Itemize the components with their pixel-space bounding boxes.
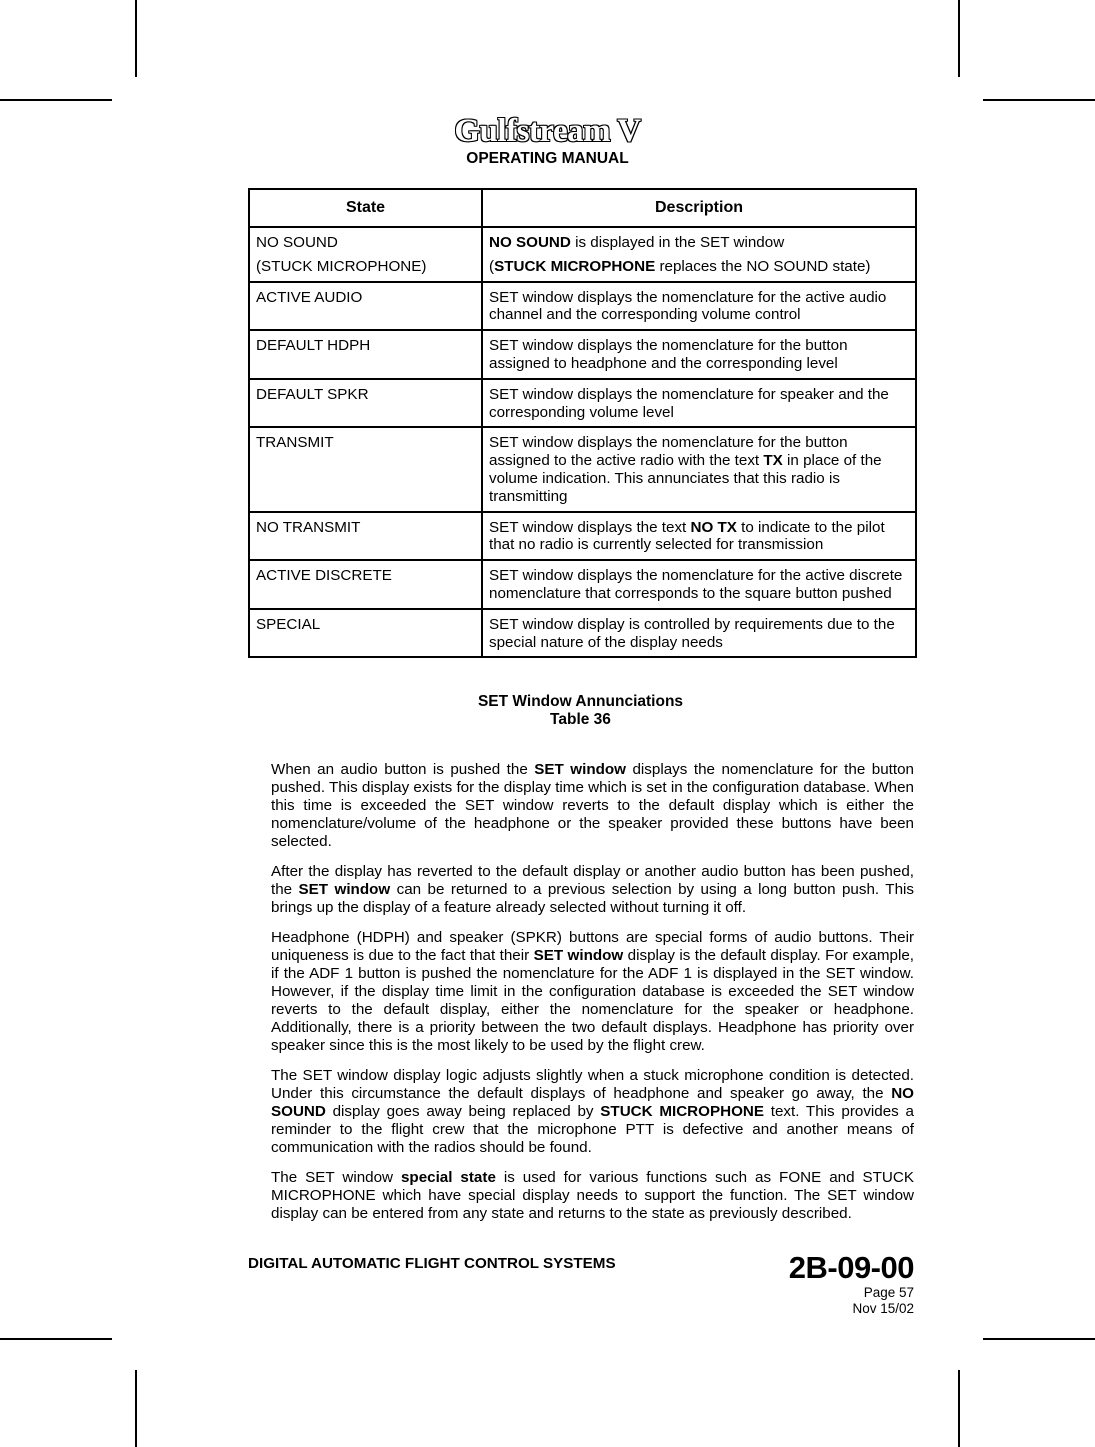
description-cell: SET window display is controlled by requirements due to the special nature of the display needs (482, 609, 916, 658)
table-row (249, 379, 916, 428)
bold-term: SET window (533, 947, 624, 964)
page-header (0, 112, 1095, 168)
crop-mark (0, 1338, 112, 1340)
caption-table-number: Table 36 (550, 711, 611, 728)
table-header-row (249, 189, 916, 227)
caption-title: SET Window Annunciations (477, 693, 684, 710)
state-cell: NO TRANSMIT (249, 512, 482, 561)
description-cell (482, 227, 916, 282)
document-number: 2B-09-00 (788, 1250, 914, 1285)
bold-term: STUCK MICROPHONE (600, 1103, 764, 1120)
description-cell: SET window displays the nomenclature for the button assigned to the active radio with the text TX in place of the volume indication. This annunciates that this radio is transmitting (482, 427, 916, 511)
column-header-description: Description (482, 189, 916, 227)
crop-mark (135, 1370, 137, 1447)
body-text (271, 761, 914, 1235)
state-cell: TRANSMIT (249, 427, 482, 511)
state-cell: DEFAULT SPKR (249, 379, 482, 428)
table-row (249, 282, 916, 331)
crop-mark (983, 1338, 1095, 1340)
crop-mark (983, 99, 1095, 101)
description-cell: SET window displays the nomenclature for speaker and the corresponding volume level (482, 379, 916, 428)
bold-term: NO SOUND (489, 234, 571, 251)
table-row (249, 227, 916, 282)
annunciations-table (248, 188, 917, 658)
paragraph: When an audio button is pushed the SET window displays the nomenclature for the button pushed. This display exists for the display time which is set in the configuration database. When this time is exceeded the SET window reverts to the default display which is either the nomenclature/volume of the headphone or the speaker provided these buttons have been selected. (271, 761, 914, 850)
column-header-state: State (249, 189, 482, 227)
bold-term: NO SOUND (271, 1085, 914, 1120)
description-cell: SET window displays the nomenclature for the button assigned to headphone and the corresponding level (482, 330, 916, 379)
description-cell: SET window displays the nomenclature for the active discrete nomenclature that corresponds to the square button pushed (482, 560, 916, 609)
footer-section-title: DIGITAL AUTOMATIC FLIGHT CONTROL SYSTEMS (248, 1255, 616, 1272)
bold-term: TX (763, 452, 783, 470)
footer-page-info (789, 1251, 914, 1317)
state-label: (STUCK MICROPHONE) (256, 257, 427, 275)
table-row (249, 609, 916, 658)
state-cell: SPECIAL (249, 609, 482, 658)
state-label: NO SOUND (256, 234, 338, 251)
description-cell: SET window displays the text NO TX to indicate to the pilot that no radio is currently selected for transmission (482, 512, 916, 561)
paragraph: Headphone (HDPH) and speaker (SPKR) buttons are special forms of audio buttons. Their uniqueness is due to the fact that their SET window display is the default display. For example, if the ADF 1 button is pushed the nomenclature for the ADF 1 is displayed in the SET window. However, if the display time limit in the configuration database is exceeded the SET window reverts to the default display, either the nomenclature for the speaker or headphone. Additionally, there is a priority between the two default displays. Headphone has priority over speaker since this is the most likely to be used by the flight crew. (271, 929, 914, 1054)
bold-term: SET window (298, 881, 391, 898)
state-cell (249, 227, 482, 282)
paragraph: After the display has reverted to the default display or another audio button has been pushed, the SET window can be returned to a previous selection by using a long button push. This brings up the display of a feature already selected without turning it off. (271, 863, 914, 916)
table-row (249, 560, 916, 609)
bold-term: special state (400, 1169, 496, 1186)
crop-mark (958, 0, 960, 77)
bold-term: SET window (534, 761, 626, 778)
table-caption (0, 693, 1095, 729)
crop-mark (135, 0, 137, 77)
crop-mark (0, 99, 112, 101)
crop-mark (958, 1370, 960, 1447)
state-cell: DEFAULT HDPH (249, 330, 482, 379)
brand-logo: Gulfstream V (454, 113, 641, 149)
description-cell: SET window displays the nomenclature for the active audio channel and the corresponding volume control (482, 282, 916, 331)
paragraph: The SET window special state is used for various functions such as FONE and STUCK MICROPHONE which have special display needs to support the function. The SET window display can be entered from any state and returns to the state as previously described. (271, 1169, 914, 1222)
description-line: NO SOUND is displayed in the SET window (489, 234, 785, 251)
page-number: Page 57 (863, 1285, 914, 1300)
bold-term: STUCK MICROPHONE (494, 257, 656, 275)
paragraph: The SET window display logic adjusts slightly when a stuck microphone condition is detected. Under this circumstance the default displays of headphone and speaker go away, the NO SOUND display goes away being replaced by STUCK MICROPHONE text. This provides a reminder to the flight crew that the microphone PTT is defective and another means of communication with the radios should be found. (271, 1067, 914, 1156)
state-cell: ACTIVE AUDIO (249, 282, 482, 331)
manual-title: OPERATING MANUAL (466, 150, 629, 167)
revision-date: Nov 15/02 (852, 1301, 914, 1316)
description-line: (STUCK MICROPHONE replaces the NO SOUND state) (489, 257, 871, 275)
state-cell: ACTIVE DISCRETE (249, 560, 482, 609)
table-row (249, 330, 916, 379)
table-row (249, 427, 916, 511)
table-row (249, 512, 916, 561)
bold-term: NO TX (690, 518, 737, 536)
